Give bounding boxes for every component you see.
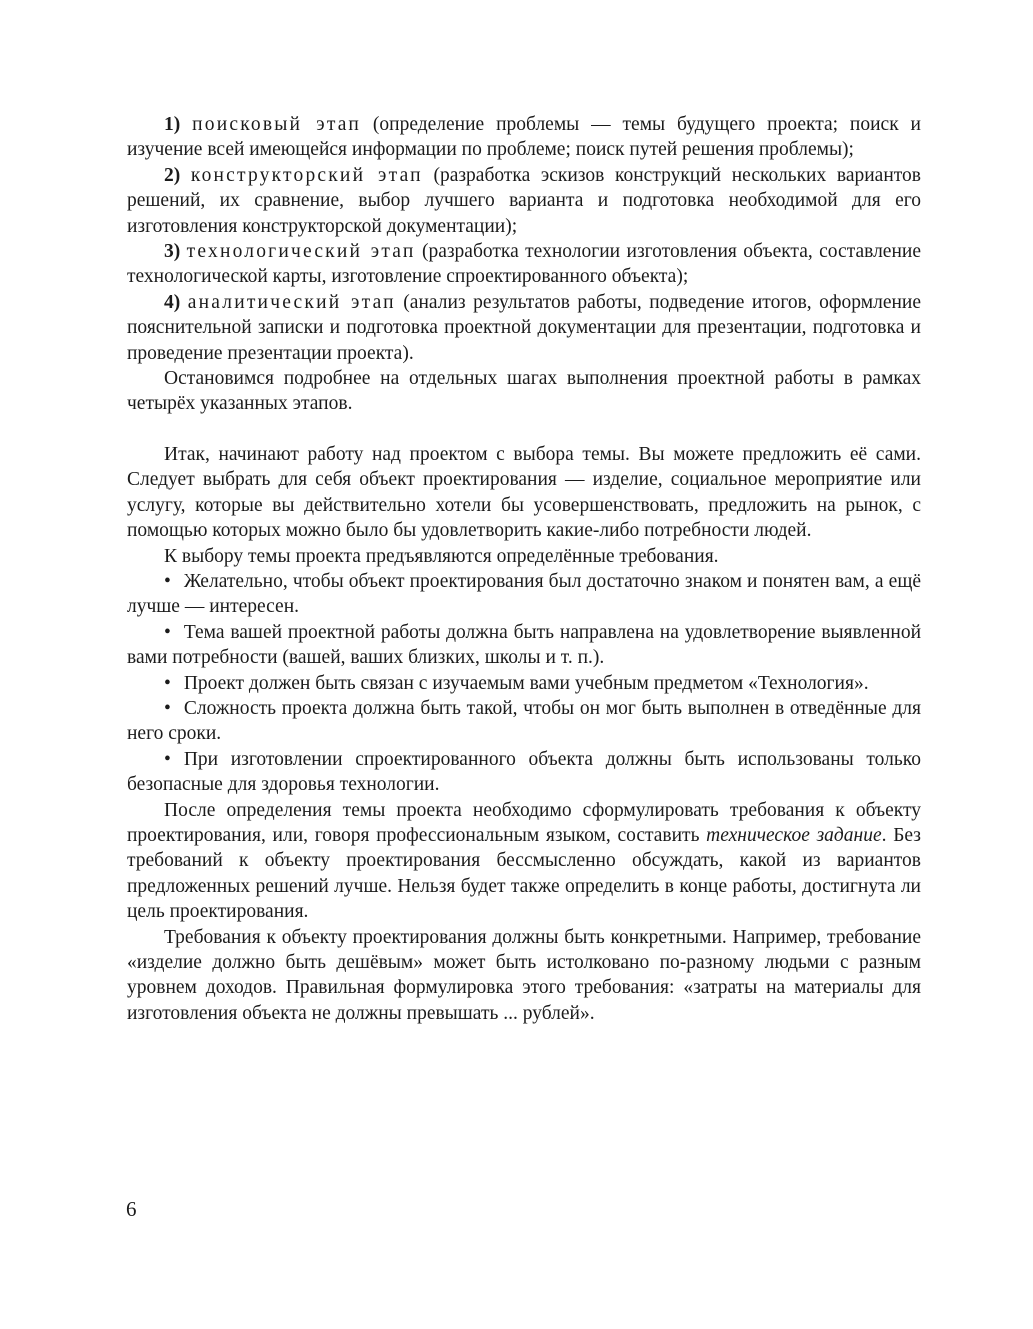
stage-2-number: 2) (164, 164, 191, 186)
stage-1-text: (определение проблемы — темы будущего проекта; поиск и изучение всей имеющейся информации по проблеме; поиск путей решения проблемы); (127, 114, 921, 161)
bullet-text: Сложность проекта должна быть такой, чтобы он мог быть выполнен в отведённые для него сроки. (127, 697, 921, 745)
bullet-icon: • (164, 697, 171, 719)
bullet-text: Желательно, чтобы объект проектирования был достаточно знаком и понятен вам, а ещё лучше — интересен. (127, 570, 921, 618)
paragraph-wrapup: Остановимся подробнее на отдельных шагах выполнения проектной работы в рамках четырёх указанных этапов. (127, 368, 921, 415)
stage-3-text: (разработка технологии изготовления объекта, составление технологической карты, изготовление спроектированного объекта); (127, 241, 921, 288)
technical-task-before: После определения темы проекта необходимо сформулировать требования к объекту проектирования, или, говоря профессиональным языком, составить (127, 799, 921, 846)
bullet-text: Тема вашей проектной работы должна быть направлена на удовлетворение выявленной вами потребности (вашей, ваших близких, школы и т. п.). (127, 621, 921, 669)
stage-3-term: технологический этап (186, 241, 416, 263)
stage-1-term: поисковый этап (192, 114, 362, 135)
bullet-item (127, 747, 921, 798)
technical-task-after: . Без требований к объекту проектирования бессмысленно обсуждать, какой из вариантов предложенных решений лучше. Нельзя будет также определить в конце работы, достигнута ли цель проектирования. (127, 824, 921, 923)
paragraph-technical-task (127, 798, 921, 925)
technical-task-term: техническое задание (706, 824, 882, 846)
text-block (127, 112, 921, 1026)
stage-3-number: 3) (164, 241, 187, 263)
bullet-item (127, 696, 921, 747)
bullet-icon: • (164, 748, 171, 770)
bullet-text: При изготовлении спроектированного объекта должны быть использованы только безопасные для здоровья технологии. (127, 748, 921, 796)
bullet-icon: • (164, 621, 171, 643)
bullet-icon: • (164, 672, 171, 694)
stage-2-text: (разработка эскизов конструкций нескольких вариантов решений, их сравнение, выбор лучшего варианта и подготовка необходимой для его изготовления конструкторской документации); (127, 164, 921, 237)
bullet-item (127, 569, 921, 620)
stage-1-number: 1) (164, 114, 193, 135)
bullet-text: Проект должен быть связан с изучаемым вами учебным предметом «Технология». (183, 672, 869, 694)
stage-4-number: 4) (164, 291, 188, 313)
paragraph-requirements: К выбору темы проекта предъявляются определённые требования. (164, 545, 719, 567)
paragraph-stage-2 (127, 163, 921, 239)
paragraph-intro: Итак, начинают работу над проектом с выбора темы. Вы можете предложить её сами. Следует выбрать для себя объект проектирования — изделие, социальное мероприятие или услугу, которые вы действительно хотели бы усовершенствовать, предложить на рынок, с помощью которых можно было бы удовлетворить какие-либо потребности людей. (127, 443, 921, 542)
bullet-icon: • (164, 570, 171, 592)
bullet-item (127, 620, 921, 671)
paragraph-concrete-requirements: Требования к объекту проектирования должны быть конкретными. Например, требование «изделие должно быть дешёвым» может быть истолковано по-разному людьми с разным уровнем доходов. Правильная формулировка этого требования: «затраты на материалы для изготовления объекта не должны превышать ... рублей». (127, 926, 921, 1024)
paragraph-stage-3 (127, 239, 921, 290)
stage-2-term: конструкторский этап (190, 164, 423, 186)
stage-4-text: (анализ результатов работы, подведение итогов, оформление пояснительной записки и подготовка проектной документации для презентации, подготовка и проведение презентации проекта). (127, 291, 922, 364)
paragraph-stage-1 (127, 112, 921, 163)
stage-4-term: аналитический этап (187, 291, 396, 313)
bullet-item (127, 671, 921, 696)
page-number: 6 (126, 1197, 137, 1221)
paragraph-stage-4 (127, 290, 921, 366)
